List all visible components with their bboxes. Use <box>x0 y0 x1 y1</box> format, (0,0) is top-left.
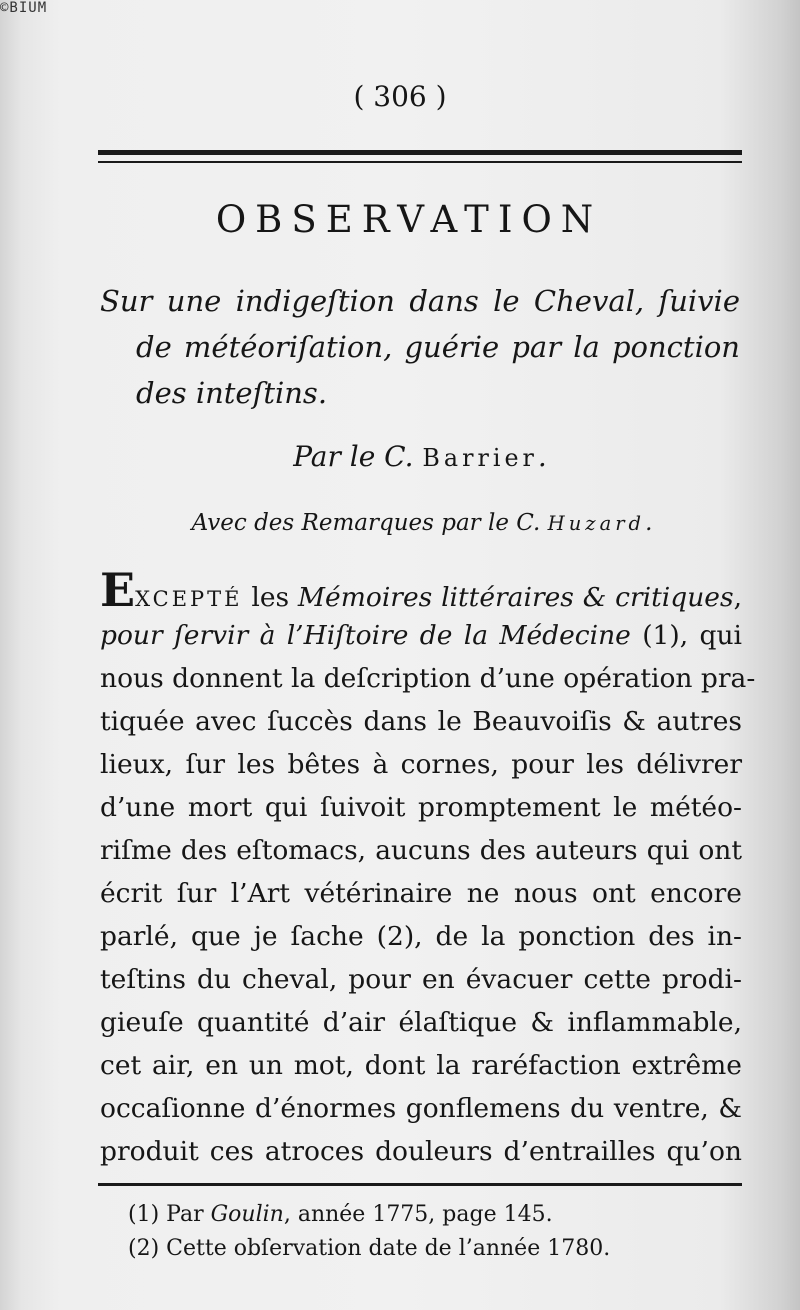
first-word: XCEPTÉ <box>135 587 243 611</box>
body-line: écrit ſur l’Art vétérinaire ne nous ont encore <box>100 878 742 909</box>
drop-cap: E <box>100 563 136 617</box>
byline-prefix: Par le C. <box>293 440 423 473</box>
footnote-rule <box>98 1183 742 1186</box>
page-number: ( 306 ) <box>353 80 447 113</box>
article-title: OBSERVATION <box>215 198 603 241</box>
body-line-2 <box>100 614 742 658</box>
byline-suffix: . <box>537 440 547 473</box>
header-rule-thin <box>98 161 742 163</box>
remarks-author: Huzard <box>547 512 646 535</box>
footnote-2: (2) Cette obſervation date de l’année 1780. <box>128 1236 611 1261</box>
body-line: tiquée avec ſuccès dans le Beauvoiſis & autres <box>100 706 742 737</box>
body-line: riſme des eſtomacs, aucuns des auteurs qui ont <box>100 835 742 866</box>
watermark: ©BIUM <box>0 0 48 16</box>
author-byline <box>0 440 800 473</box>
byline-author: Barrier <box>422 444 538 472</box>
remarks-suffix: . <box>645 510 653 536</box>
body-line: cet air, en un mot, dont la raréfaction extrême <box>100 1050 742 1081</box>
body-line: nous donnent la deſcription d’une opération pra- <box>100 663 756 694</box>
line1-plain: les <box>242 582 298 613</box>
line1-end: , <box>733 582 742 613</box>
fn1-marker: (1) Par <box>128 1202 211 1227</box>
body-line: d’une mort qui ſuivoit promptement le météo- <box>100 792 742 823</box>
body-line: teſtins du cheval, pour en évacuer cette prodi- <box>100 964 742 995</box>
fn1-italic: Goulin <box>210 1202 284 1227</box>
body-line: parlé, que je ſache (2), de la ponction des in- <box>100 921 742 952</box>
remarks-prefix: Avec des Remarques par le C. <box>191 510 548 536</box>
body-line: produit ces atroces douleurs d’entrailles qu’on <box>100 1136 742 1167</box>
body-line: gieuſe quantité d’air élaſtique & inflammable, <box>100 1007 742 1038</box>
line2-italic: pour ſervir à l’Hiſtoire de la Médecine <box>100 620 631 651</box>
remarks-line <box>0 510 800 536</box>
fn1-rest: , année 1775, page 145. <box>283 1202 553 1227</box>
line2-end: (1), qui <box>630 620 742 651</box>
footnote-1 <box>128 1200 728 1230</box>
header-rule-thick <box>98 150 742 155</box>
body-line: lieux, ſur les bêtes à cornes, pour les délivrer <box>100 749 742 780</box>
article-subtitle: Sur une indigeſtion dans le Cheval, ſuivie de météoriſation, guérie par la ponction des inteſtins. <box>100 284 740 410</box>
line1-italic: Mémoires littéraires & critiques <box>297 582 734 613</box>
body-line: occaſionne d’énormes gonflemens du ventre, & <box>100 1093 742 1124</box>
body-line-1 <box>100 563 742 617</box>
